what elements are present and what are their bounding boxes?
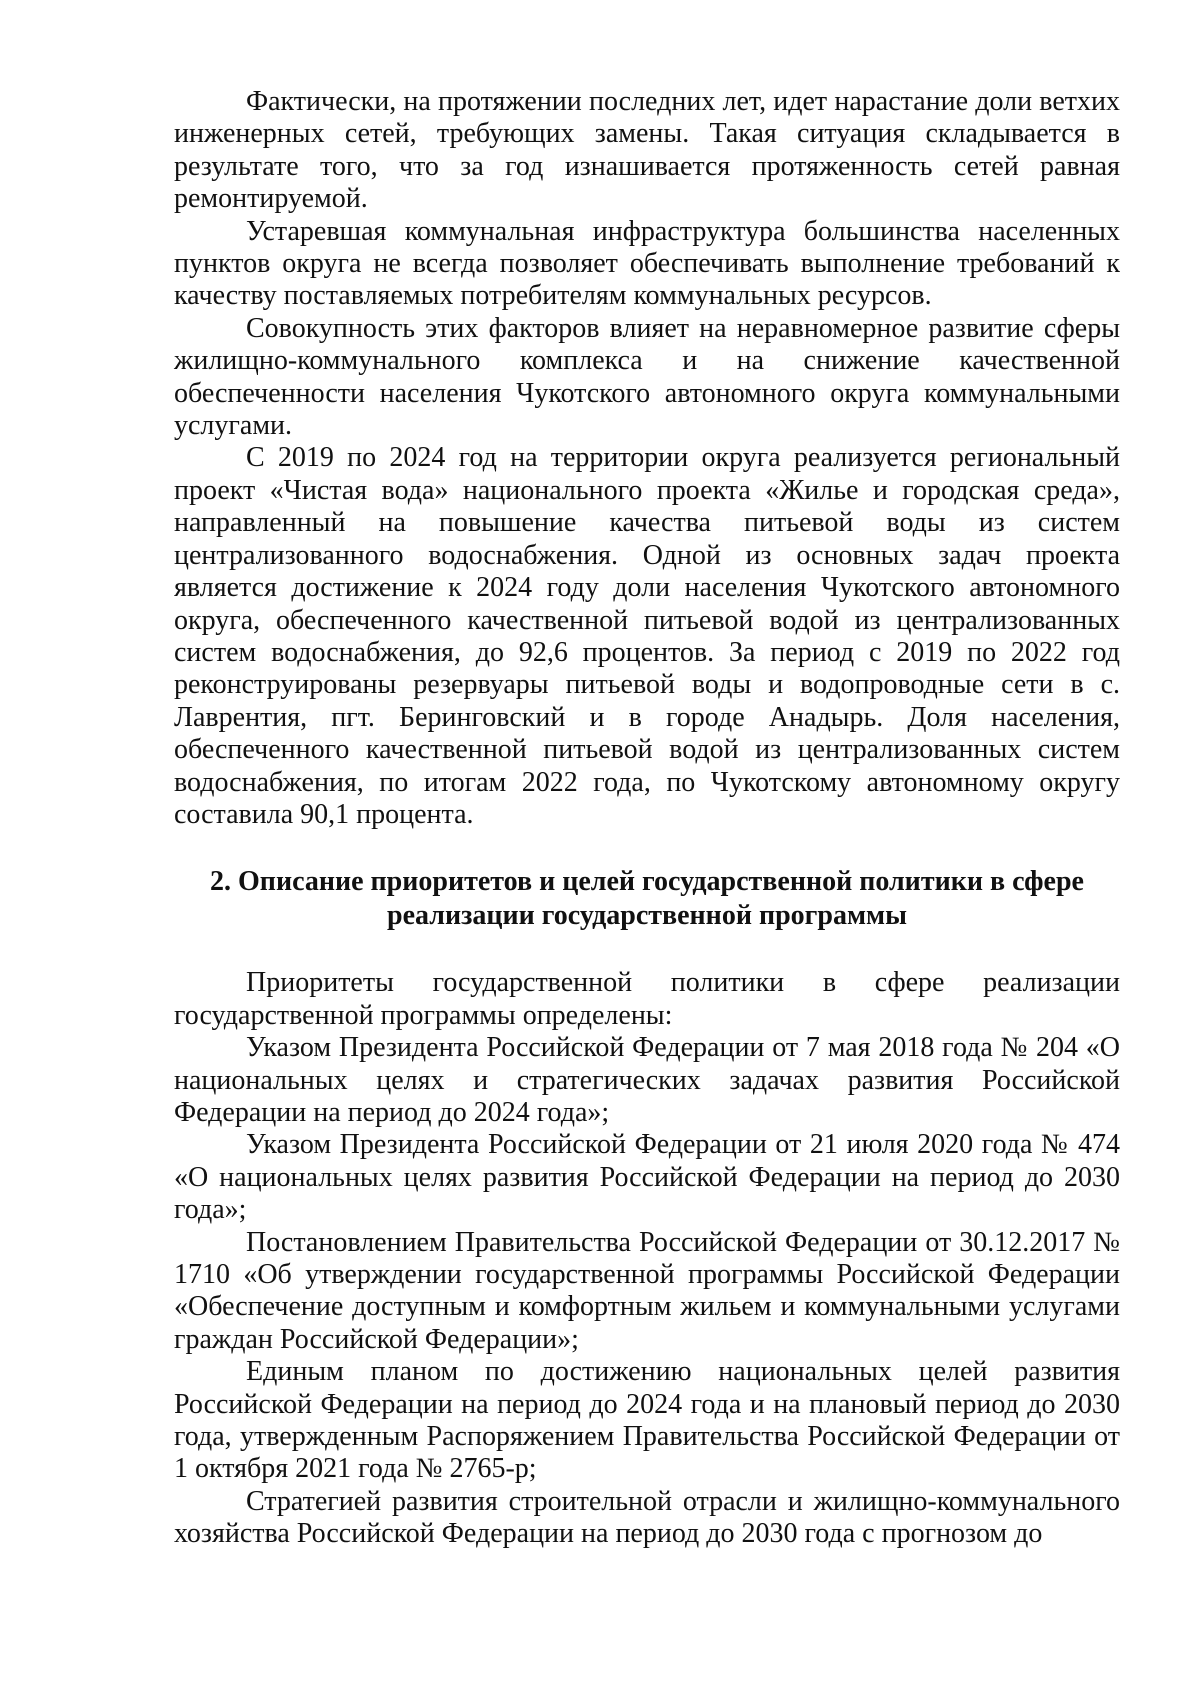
paragraph-construction-strategy: Стратегией развития строительной отрасли и жилищно-коммунального хозяйства Российской Федерации на период до 2030 года с прогнозом до <box>174 1485 1120 1550</box>
section-heading <box>174 865 1120 933</box>
section-heading-line-2: реализации государственной программы <box>387 900 907 932</box>
paragraph-unified-plan: Единым планом по достижению национальных целей развития Российской Федерации на период до 2024 года и на плановый период до 2030 года, утвержденным Распоряжением Правительства Российской Федерации от 1 октября 2021 года № 2765-р; <box>174 1356 1120 1485</box>
paragraph-worn-networks: Фактически, на протяжении последних лет, идет нарастание доли ветхих инженерных сетей, требующих замены. Такая ситуация складывается в результате того, что за год изнашивается протяженность сетей равная ремонтируемой. <box>174 86 1120 215</box>
spacer <box>174 831 1120 865</box>
document-page <box>174 86 1120 1551</box>
paragraph-resolution-1710: Постановлением Правительства Российской Федерации от 30.12.2017 № 1710 «Об утверждении государственной программы Российской Федерации «Обеспечение доступным и комфортным жильем и коммунальными услугами граждан Российской Федерации»; <box>174 1226 1120 1355</box>
paragraph-decree-204: Указом Президента Российской Федерации от 7 мая 2018 года № 204 «О национальных целях и стратегических задачах развития Российской Федерации на период до 2024 года»; <box>174 1032 1120 1128</box>
paragraph-outdated-infrastructure: Устаревшая коммунальная инфраструктура большинства населенных пунктов округа не всегда позволяет обеспечивать выполнение требований к качеству поставляемых потребителям коммунальных ресурсов. <box>174 215 1120 312</box>
paragraph-decree-474: Указом Президента Российской Федерации от 21 июля 2020 года № 474 «О национальных целях развития Российской Федерации на период до 2030 года»; <box>174 1129 1120 1226</box>
spacer <box>174 933 1120 967</box>
section-heading-line-1: 2. Описание приоритетов и целей государственной политики в сфере <box>210 866 1084 898</box>
paragraph-factors: Совокупность этих факторов влияет на неравномерное развитие сферы жилищно-коммунального комплекса и на снижение качественной обеспеченности населения Чукотского автономного округа коммунальными услугами. <box>174 312 1120 442</box>
paragraph-clean-water-project: С 2019 по 2024 год на территории округа реализуется региональный проект «Чистая вода» национального проекта «Жилье и городская среда», направленный на повышение качества питьевой воды из систем централизованного водоснабжения. Одной из основных задач проекта является достижение к 2024 году доли населения Чукотского автономного округа, обеспеченного качественной питьевой водой из централизованных систем водоснабжения, до 92,6 процентов. За период с 2019 по 2022 год реконструированы резервуары питьевой воды и водопроводные сети в с. Лаврентия, пгт. Беринговский и в городе Анадырь. Доля населения, обеспеченного качественной питьевой водой из централизованных систем водоснабжения, по итогам 2022 года, по Чукотскому автономному округу составила 90,1 процента. <box>174 442 1120 830</box>
paragraph-priorities-intro: Приоритеты государственной политики в сфере реализации государственной программы определены: <box>174 967 1120 1031</box>
